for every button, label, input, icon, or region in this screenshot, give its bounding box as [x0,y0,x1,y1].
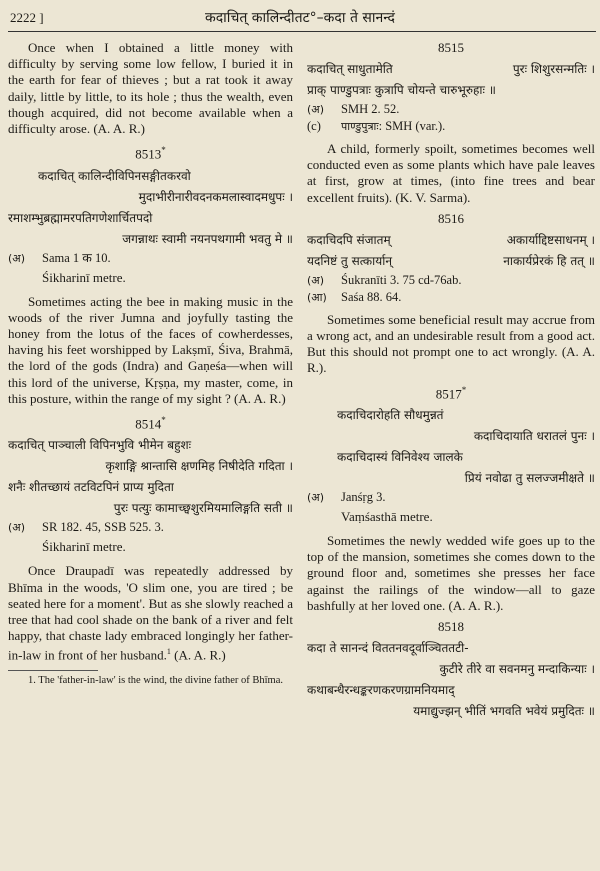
verse-line: कथाबन्धैरन्धङ्करणकरणग्रामनियमाद् [307,682,455,697]
left-column [8,40,293,687]
verse-line: पुरः पत्युः कामाच्छ्वशुरमियमालिङ्गति सती ॥ [113,501,293,516]
entry-number: 8515 [438,40,464,55]
entry-number: 8518 [438,618,464,634]
footnote-marker: 1 [166,647,171,657]
verse-line: यदनिष्टं तु सत्कार्यान् नाकार्यप्रेरकं हि तत् ॥ [307,253,595,268]
translation-paragraph: Sometimes some beneficial result may accrue from a wrong act, and an undesirable result from a good act. But this should not prompt one to act wrongly. (A. A. R.). [307,311,595,376]
translation-paragraph: Sometimes the newly wedded wife goes up to the top of the mansion, sometimes she comes down to the ground floor and, sometimes she presses her face against the railings of the window—all to gaze bashfully at her loved one. (A. A. R.). [307,532,595,613]
verse-line: कदाचिदास्यं विनिवेश्य जालके [337,449,463,464]
source-reference: (अ) Sama 1 क 10. [8,250,111,265]
verse-line: शनैः शीतच्छायं तटविटपिनं प्राप्य मुदिता [8,480,174,495]
translation-paragraph: Sometimes acting the bee in making music in the woods of the river Jumna and joyfully tasting the honey from the lotus of the faces of cowherdesses, having his feet worshipped by Lakṣmī, Śiva, Brahmā, the lord of the gods (Indra) and Gaṇeśa—when will this lord of the universe, Kṛṣṇa, my master, come, in this posture, within the range of my sight ? (A. A. R.) [8,293,293,406]
verse-line: रमाशम्भुब्रह्मामरपतिगणेशार्चितपदो [8,210,153,225]
source-reference: (अ) SR 182. 45, SSB 525. 3. [8,520,164,535]
verse-line: मुदाभीरीनारीवदनकमलास्वादमधुपः । [138,189,293,204]
verse-line: कदाचित् पाञ्चाली विपिनभुवि भीमेन बहुशः [8,438,192,453]
footnote-rule [8,670,98,671]
footnote: 1. The 'father-in-law' is the wind, the divine father of Bhīma. [28,674,284,686]
verse-line: कुटीरे तीरे वा सवनमनु मन्दाकिन्याः । [439,661,595,676]
translation-paragraph: A child, formerly spoilt, sometimes becomes well conducted even as some plants which have pale leaves at first, grow at times, (into fine trees and bear excellent fruits). (K. V. Sarma). [307,141,595,205]
verse-line: कदाचित् साधुतामेति पुरः शिशुरसन्मतिः । [307,62,595,76]
verse-line: प्रियं नवोढा तु सलज्जमीक्षते ॥ [464,470,595,485]
source-reference: (आ) Saśa 88. 64. [307,289,402,304]
translation-paragraph: Once when I obtained a little money with difficulty by serving some low fellow, I buried it in the earth for fear of thieves ; but a rat took it away daily, little by little, to its hole ; thus the wealth, even though acquired, did not become available when a difficulty arose. (A. A. R.) [8,40,293,137]
right-column [307,40,595,722]
page-number: 2222 ] [10,10,44,25]
verse-line: कदाचिदारोहति सौधमुन्नतं [337,407,444,422]
verse-line: कदाचिदपि संजातम् अकार्याद्दिष्टसाधनम् । [307,232,595,247]
metre-note: Śikharinī metre. [42,269,126,285]
verse-line: प्राक् पाण्डुपत्राः कुत्रापि चोयन्ते चारुभूरुहाः ॥ [307,83,496,97]
metre-note: Vaṃśasthā metre. [341,508,433,524]
verse-line: जगन्नाथः स्वामी नयनपथगामी भवतु मे ॥ [122,231,293,246]
verse-line: कदाचित् कालिन्दीविपिनसङ्गीतकरवो [38,168,191,183]
entry-number: 8517* [435,384,467,401]
header-rule [8,31,596,32]
verse-line: कृशाङ्गि श्रान्तासि क्षणमिह निषीदेति गदिता । [105,459,293,474]
verse-line: कदाचिदायाति धरातलं पुनः । [473,428,595,443]
source-reference: (अ) Janśṛg 3. [307,489,386,504]
entry-number: 8516 [438,210,464,226]
running-header [6,6,594,28]
source-reference: (अ) SMH 2. 52. [307,102,400,116]
translation-paragraph: Once Draupadī was repeatedly addressed by Bhīma in the woods, 'O slim one, you are tired ; be seated here for a moment'. But as she slowly reached a tree that had cool shade on the bank of a river and felt happy, that chaste lady embraced longingly her father-in-law in front of her husband.$^1$ (A. A. R.) [8,563,293,663]
metre-note: Śikharinī metre. [42,539,126,555]
entry-number: 8514* [135,414,166,432]
entry-number: 8513* [135,145,166,162]
source-reference: (अ) Śukranīti 3. 75 cd-76ab. [307,272,462,287]
verse-line: कदा ते सानन्दं विततनवदूर्वाञ्चिततटी- [307,640,469,655]
variant-reading: (c) पाण्डुपुत्राः: SMH (var.). [307,119,446,133]
verse-line: यमाद्युज्झन् भीतिं भगवति भवेयं प्रमुदितः ॥ [413,703,595,718]
running-title: कदाचित् कालिन्दीतट°–कदा ते सानन्दं [205,10,395,26]
